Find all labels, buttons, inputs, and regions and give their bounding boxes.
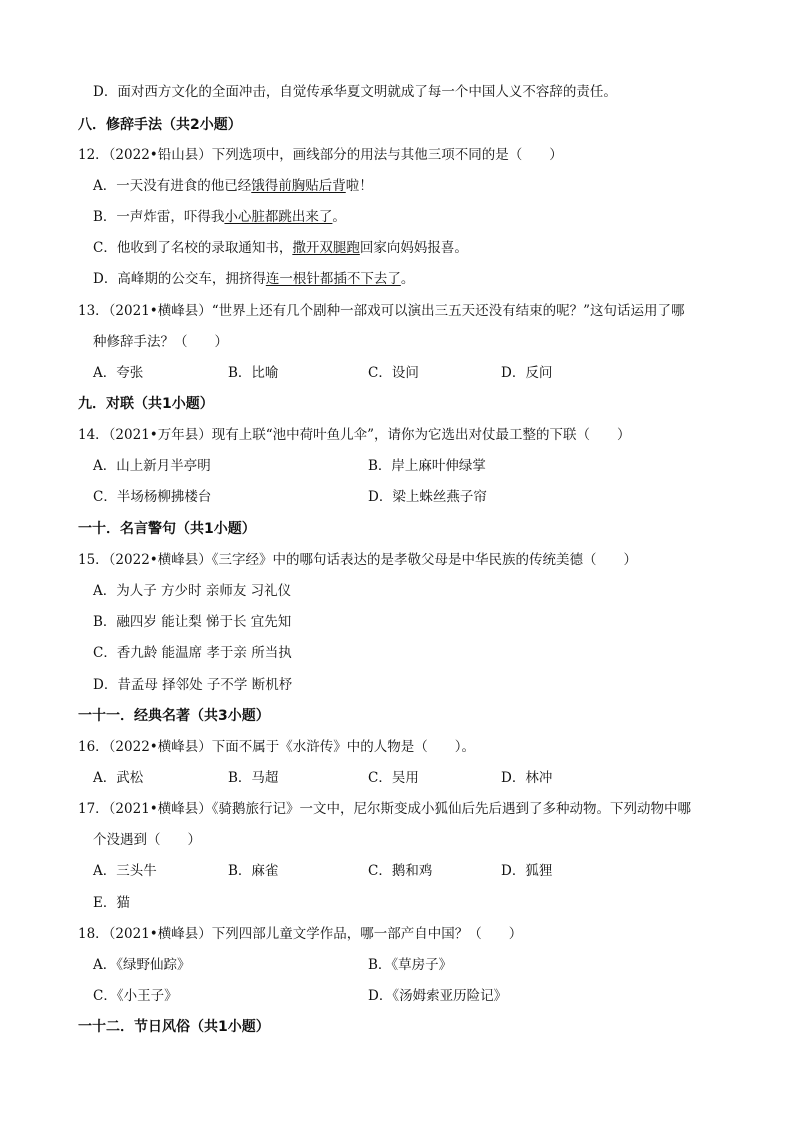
q17-option-c: C．鹅和鸡 <box>368 863 433 879</box>
section-heading-9: 九．对联（共1小题） <box>78 396 214 412</box>
section-heading-11: 一十一．经典名著（共3小题） <box>78 708 270 724</box>
q13-stem-line2: 种修辞手法？（ ） <box>93 334 228 350</box>
q14-option-d: D．梁上蛛丝燕子帘 <box>368 489 487 505</box>
q18-stem: 18．（2021•横峰县）下列四部儿童文学作品，哪一部产自中国？（ ） <box>78 926 523 942</box>
q12-option-a: A．一天没有进食的他已经饿得前胸贴后背啦！ <box>93 178 373 194</box>
q14-stem: 14．（2021•万年县）现有上联“池中荷叶鱼儿伞”，请你为它选出对仗最工整的下联（ ） <box>78 427 631 443</box>
q11-option-d: D．面对西方文化的全面冲击，自觉传承华夏文明就成了每一个中国人义不容辞的责任。 <box>93 84 617 100</box>
section-heading-8: 八．修辞手法（共2小题） <box>78 117 242 133</box>
q16-option-a: A．武松 <box>93 770 144 786</box>
q13-option-b: B．比喻 <box>228 365 279 381</box>
q16-option-d: D．林冲 <box>501 770 553 786</box>
q17-option-b: B．麻雀 <box>228 863 279 879</box>
q12-c-underline: 撒开双腿跑 <box>292 240 360 256</box>
section-heading-12: 一十二．节日风俗（共1小题） <box>78 1019 270 1035</box>
q17-option-e: E．猫 <box>93 895 130 911</box>
q13-stem-line1: 13．（2021•横峰县）“世界上还有几个剧种一部戏可以演出三五天还没有结束的呢？”这句话运用了哪 <box>78 303 685 319</box>
q18-option-c: C．《小王子》 <box>93 988 178 1004</box>
q12-option-b: B．一声炸雷，吓得我小心脏都跳出来了。 <box>93 209 346 225</box>
q17-stem-line1: 17．（2021•横峰县）《骑鹅旅行记》一文中，尼尔斯变成小狐仙后先后遇到了多种动物。下列动物中哪 <box>78 801 691 817</box>
q15-option-c: C．香九龄 能温席 孝于亲 所当执 <box>93 645 292 661</box>
q15-stem: 15．（2022•横峰县）《三字经》中的哪句话表达的是孝敬父母是中华民族的传统美德（ ） <box>78 552 637 568</box>
q12-b-underline: 小心脏都跳出来了 <box>224 209 333 225</box>
q17-stem-line2: 个没遇到（ ） <box>93 832 201 848</box>
q15-option-a: A．为人子 方少时 亲师友 习礼仪 <box>93 583 292 599</box>
q18-option-d: D．《汤姆索亚历险记》 <box>368 988 508 1004</box>
q14-option-c: C．半场杨柳拂楼台 <box>93 489 212 505</box>
q15-option-b: B．融四岁 能让梨 悌于长 宜先知 <box>93 614 292 630</box>
q12-a-underline: 饿得前胸贴后背 <box>251 178 346 194</box>
q12-stem: 12．（2022•铅山县）下列选项中，画线部分的用法与其他三项不同的是（ ） <box>78 147 563 163</box>
q15-option-d: D．昔孟母 择邻处 子不学 断机杼 <box>93 677 293 693</box>
q14-option-b: B．岸上麻叶伸绿掌 <box>368 458 486 474</box>
q13-option-d: D．反问 <box>501 365 553 381</box>
q13-option-a: A．夸张 <box>93 365 144 381</box>
q14-option-a: A．山上新月半亭明 <box>93 458 211 474</box>
q16-stem: 16．（2022•横峰县）下面不属于《水浒传》中的人物是（ ）。 <box>78 739 475 755</box>
q12-d-underline: 连一根针都插不下去了 <box>265 271 401 287</box>
q18-option-a: A．《绿野仙踪》 <box>93 957 191 973</box>
q12-option-d: D．高峰期的公交车，拥挤得连一根针都插不下去了。 <box>93 271 415 287</box>
q12-option-c: C．他收到了名校的录取通知书，撒开双腿跑回家向妈妈报喜。 <box>93 240 468 256</box>
q16-option-b: B．马超 <box>228 770 279 786</box>
q16-option-c: C．吴用 <box>368 770 419 786</box>
q17-option-d: D．狐狸 <box>501 863 553 879</box>
q13-option-c: C．设问 <box>368 365 419 381</box>
section-heading-10: 一十．名言警句（共1小题） <box>78 521 256 537</box>
q18-option-b: B．《草房子》 <box>368 957 453 973</box>
q17-option-a: A．三头牛 <box>93 863 157 879</box>
